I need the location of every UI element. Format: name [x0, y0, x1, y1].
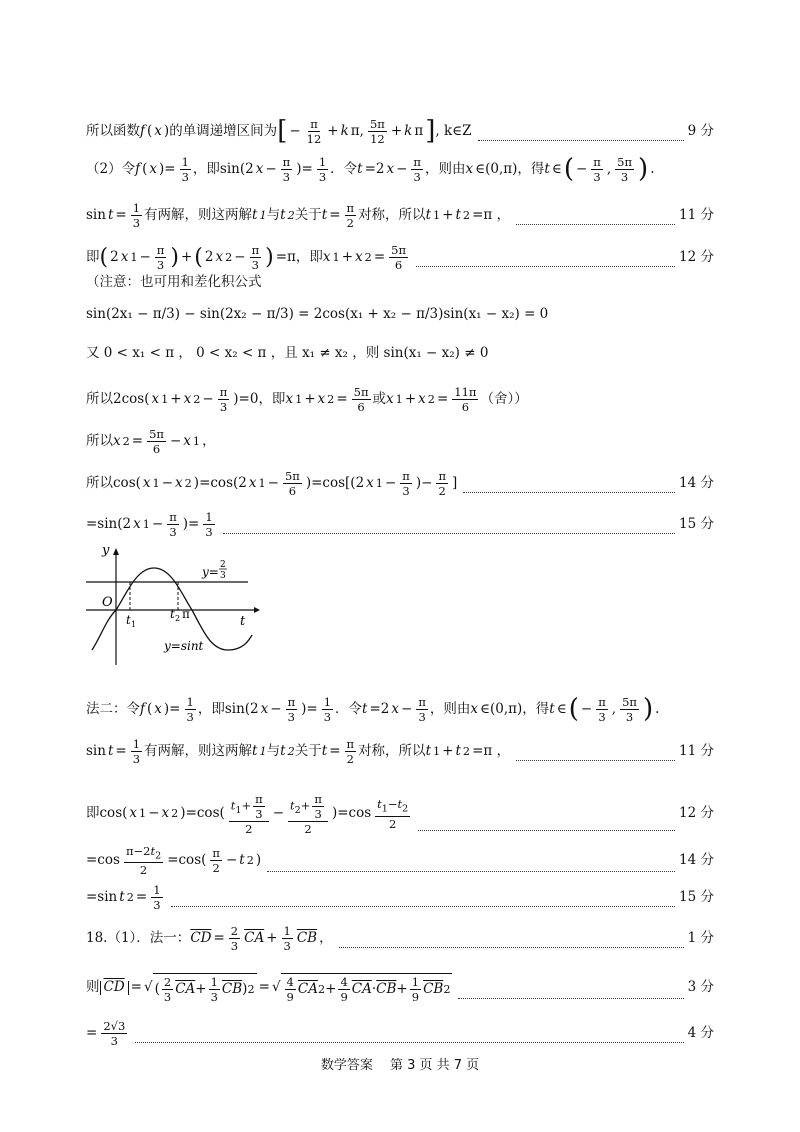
math-eq: cos( x 1 − x 2 )=cos( $t_1+$ $\frac{\pi}{3}$ 2 − $t_2+$ $\frac{\pi}{3}$ 2 )=cos $t_1-t_2$ 2	[99, 792, 409, 837]
line-text: 法二：令	[86, 700, 140, 717]
math-eq: x 1 + x 2 = 5π 6	[285, 385, 369, 415]
math-eq: cos( x 1 − x 2 )=cos(2 x 1 − 5π 6 )=cos[(2 x 1 − π 3 )− π 2 ]	[113, 469, 458, 499]
leader-dots	[267, 871, 675, 872]
origin-label: O	[102, 595, 113, 610]
math-eq: ( 2 x 1 − π 3 ) + ( 2 x 2 − π 3 ) =π	[99, 243, 296, 273]
math-eq: sin(2 x − π 3 )= 1 3	[219, 155, 327, 185]
math-eq: t =2 x − π 3	[362, 695, 426, 725]
leader-dots	[516, 760, 675, 761]
score-label: 1 分	[687, 929, 714, 946]
math-eq: =sin(2 x 1 − π 3 )= 1 3	[86, 510, 213, 540]
line-text: ．令	[335, 700, 363, 717]
line-text: （注意：也可用和差化积公式	[86, 274, 262, 290]
math-eq: t =2 x − π 3	[357, 155, 421, 185]
q18-line-1	[86, 925, 714, 952]
math-interval: t ∈ ( − π 3 , 5π 3 ) .	[549, 694, 660, 725]
t-axis-arrow	[254, 607, 260, 613]
method2-line-1	[86, 696, 714, 723]
math-t1: t 1	[252, 742, 267, 759]
line-text: 又 0 < x₁ < π ， 0 < x₂ < π ，且 x₁ ≠ x₂ ，则 sin(x₁ − x₂) ≠ 0	[86, 345, 489, 361]
line-text: 有两解，则这两解	[144, 206, 253, 223]
line-text: 关于	[294, 206, 322, 223]
leader-dots	[478, 140, 684, 141]
sine-graph-figure	[86, 540, 266, 665]
line-text: 则	[86, 979, 100, 996]
line-text: 与	[266, 206, 281, 223]
t-axis-label: t	[240, 614, 246, 629]
line-text: （舍））	[480, 390, 528, 407]
line-text: ．令	[330, 160, 358, 177]
line-text: 的单调递增区间为	[169, 122, 278, 139]
t2-subscript: 2	[175, 614, 181, 623]
y-axis-label: y	[102, 543, 110, 558]
score-label: 12 分	[679, 248, 714, 265]
curve-label: y=sint	[164, 639, 204, 653]
t1-subscript: 1	[131, 620, 137, 629]
math-eq: f ( x )= 1 3	[140, 695, 194, 725]
line-text: ，即	[197, 700, 225, 717]
answer-line-monotonic-interval	[86, 118, 714, 145]
math-t2: t 2	[280, 206, 295, 223]
math-eq: x ∈(0,π)	[465, 160, 518, 177]
leader-dots	[416, 266, 675, 267]
math-eq: sin t = 1 3	[86, 737, 141, 767]
line-text: ，得	[522, 700, 550, 717]
line-text: 对称，所以	[358, 206, 426, 223]
math-eq: x 1 + x 2 = 5π 6	[322, 243, 406, 273]
math-t1: t 1	[252, 206, 267, 223]
leader-dots	[516, 224, 675, 225]
line-label-denominator: 3	[220, 571, 226, 581]
math-eq: t = π 2	[321, 737, 355, 767]
score-label: 11 分	[679, 206, 714, 223]
answer-line-sum	[86, 244, 714, 271]
math-interval: [ − π 12 + k π, 5π 12 + k π ]	[277, 116, 436, 147]
answer-line-result	[86, 511, 714, 538]
score-label: 14 分	[679, 851, 714, 868]
method2-line-3	[86, 793, 714, 835]
math-fx: f ( x )	[140, 122, 170, 139]
leader-dots	[171, 906, 676, 907]
score-label: 15 分	[679, 515, 714, 532]
condition-line	[86, 347, 714, 361]
math-eq: x 1 + x 2 = 11π 6	[386, 385, 477, 415]
line-text: sin(2x₁ − π/3) − sin(2x₂ − π/3) = 2cos(x₁ + x₂ − π/3)sin(x₁ − x₂) = 0	[86, 306, 549, 322]
line-text: 即	[86, 805, 100, 822]
answer-line-part2	[86, 156, 714, 183]
t1-label: t	[126, 613, 131, 627]
leader-dots	[458, 998, 683, 999]
line-text: 与	[266, 742, 281, 759]
line-label-numerator: 2	[220, 560, 226, 570]
leader-dots	[135, 1042, 683, 1043]
math-eq: sin t = 1 3	[86, 201, 141, 231]
q18-line-2	[86, 973, 714, 1003]
math-eq: =cos $\pi-2t_2$ 2 =cos( π 2 − t 2 )	[86, 844, 262, 878]
line-text: （2）令	[86, 160, 136, 177]
score-label: 12 分	[679, 805, 714, 822]
math-eq: 2cos( x 1 + x 2 − π 3 )=0	[113, 385, 259, 415]
math-eq: $\overline{CD}$ = √ ( 2 3 $\overline{CA}$ + 1 3 $\overline{CB}$ ) 2 = √ 4 9 $\overline{CA}$ 2 + 4 9 $\overline{CA}$ · $\overline{CB}$ + 1 9 $\overline{CB}$ 2	[100, 973, 453, 1003]
line-label: y=	[202, 565, 219, 579]
line-text: ，即	[192, 160, 220, 177]
leader-dots	[463, 492, 675, 493]
line-text: 或	[372, 390, 387, 407]
t2-label: t	[170, 607, 175, 621]
line-text: ，则由	[424, 160, 466, 177]
score-label: 11 分	[679, 742, 714, 759]
line-text: 对称，所以	[358, 742, 426, 759]
leader-dots	[339, 947, 684, 948]
formula-line-sum-to-product	[86, 308, 714, 322]
score-label: 15 分	[679, 888, 714, 905]
score-label: 14 分	[679, 474, 714, 491]
note-line	[86, 276, 714, 290]
line-text: 所以	[86, 474, 113, 491]
line-text: 即	[86, 248, 100, 265]
answer-line-x2	[86, 428, 714, 455]
math-interval: t ∈ ( − π 3 , 5π 3 ) .	[544, 154, 655, 185]
q18-line-3	[86, 1020, 714, 1047]
math-eq: f ( x )= 1 3	[135, 155, 189, 185]
score-label: 9 分	[687, 122, 714, 139]
answer-line-cos-zero	[86, 386, 714, 413]
math-eq: x 2 = 5π 6 − x 1 ，	[113, 427, 216, 457]
line-text: 所以函数	[86, 122, 140, 139]
math-eq: $\overline{CD}$ = 2 3 $\overline{CA}$ + 1 3 $\overline{CB}$ ，	[190, 924, 333, 954]
method2-line-5	[86, 884, 714, 911]
pi-label: π	[182, 607, 190, 621]
line-text: ，即	[258, 390, 286, 407]
line-text: ，得	[517, 160, 545, 177]
math-t2: t 2	[280, 742, 295, 759]
line-text: 18.（1）．法一：	[86, 929, 191, 946]
math-eq: t 1 + t 2 =π ，	[425, 742, 511, 759]
leader-dots	[223, 533, 675, 534]
line-text: , k∈Z	[435, 122, 472, 139]
line-text: ，则由	[429, 700, 471, 717]
line-text: 关于	[294, 742, 322, 759]
answer-line-two-solutions	[86, 202, 714, 229]
math-eq: t 1 + t 2 =π ，	[425, 206, 511, 223]
score-label: 4 分	[687, 1024, 714, 1041]
math-eq: sin(2 x − π 3 )= 1 3	[224, 695, 332, 725]
method2-line-4	[86, 845, 714, 876]
math-eq: x ∈(0,π)	[470, 700, 523, 717]
score-label: 3 分	[687, 979, 714, 996]
math-eq: t = π 2	[321, 201, 355, 231]
math-eq: =sin t 2 = 1 3	[86, 883, 161, 913]
page-footer: 数学答案 第 3 页 共 7 页	[320, 1058, 480, 1073]
line-text: 有两解，则这两解	[144, 742, 253, 759]
method2-line-2	[86, 738, 714, 765]
y-axis-arrow	[113, 548, 119, 555]
answer-line-cos-diff	[86, 470, 714, 497]
line-text: ，即	[295, 248, 323, 265]
line-text: 所以	[86, 390, 113, 407]
math-eq: = 2√3 3	[86, 1019, 126, 1049]
line-text: 所以	[86, 432, 113, 449]
leader-dots	[418, 830, 675, 831]
